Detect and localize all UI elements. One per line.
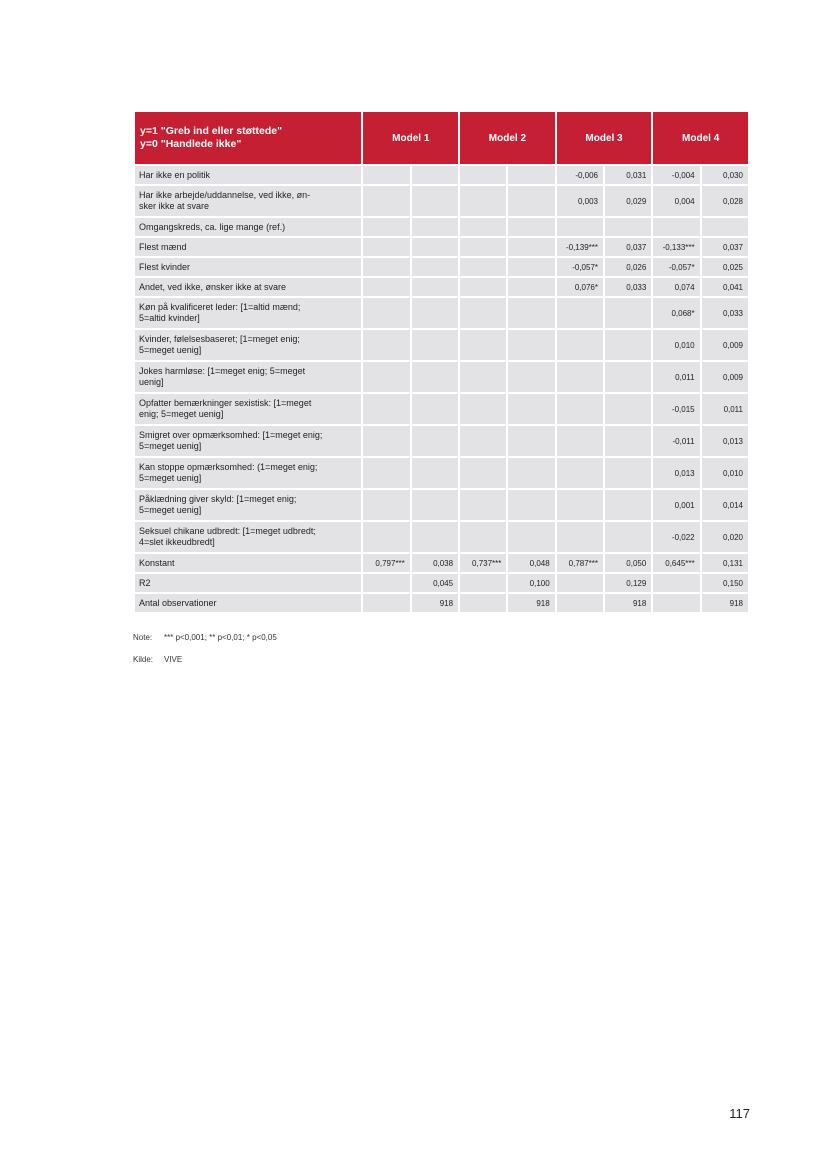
table-cell: 0,150 bbox=[702, 574, 748, 592]
table-cell: 0,033 bbox=[605, 278, 651, 296]
table-cell: 0,028 bbox=[702, 186, 748, 216]
row-label-line: Andet, ved ikke, ønsker ikke at svare bbox=[139, 281, 287, 292]
table-cell bbox=[460, 278, 506, 296]
row-label-line: Opfatter bemærkninger sexistisk: [1=meget bbox=[139, 398, 312, 408]
table-cell bbox=[508, 522, 554, 552]
row-label bbox=[135, 522, 361, 552]
table-cell: 0,074 bbox=[653, 278, 699, 296]
header-label-line2: y=0 "Handlede ikke" bbox=[140, 138, 242, 150]
table-cell: 0,068* bbox=[653, 298, 699, 328]
row-label-line: Omgangskreds, ca. lige mange (ref.) bbox=[139, 221, 286, 232]
table-cell bbox=[363, 330, 409, 360]
row-label bbox=[135, 362, 361, 392]
table-cell: -0,022 bbox=[653, 522, 699, 552]
page-number: 117 bbox=[729, 1106, 750, 1121]
table-cell bbox=[557, 362, 603, 392]
row-label bbox=[135, 186, 361, 216]
table-row bbox=[135, 218, 748, 236]
table-cell: -0,139*** bbox=[557, 238, 603, 256]
table-cell bbox=[508, 330, 554, 360]
table-row bbox=[135, 394, 748, 424]
dependent-variable-label bbox=[135, 112, 361, 164]
table-cell bbox=[412, 522, 458, 552]
table-cell: 0,009 bbox=[702, 362, 748, 392]
row-label-line: 5=altid kvinder] bbox=[139, 313, 200, 323]
table-cell: 918 bbox=[605, 594, 651, 612]
row-label bbox=[135, 490, 361, 520]
row-label bbox=[135, 574, 361, 592]
table-row bbox=[135, 362, 748, 392]
row-label-line: 4=slet ikkeudbredt] bbox=[139, 537, 215, 547]
table-cell: 0,001 bbox=[653, 490, 699, 520]
table-row bbox=[135, 574, 748, 592]
table-cell bbox=[412, 362, 458, 392]
table-cell bbox=[557, 394, 603, 424]
table-cell bbox=[557, 458, 603, 488]
table-cell: 0,041 bbox=[702, 278, 748, 296]
table-row bbox=[135, 278, 748, 296]
row-label-line: Køn på kvalificeret leder: [1=altid mænd; bbox=[139, 302, 301, 312]
table-row bbox=[135, 522, 748, 552]
table-cell bbox=[412, 186, 458, 216]
table-cell bbox=[460, 258, 506, 276]
table-cell bbox=[508, 298, 554, 328]
table-cell bbox=[460, 238, 506, 256]
table-cell bbox=[557, 490, 603, 520]
table-cell bbox=[460, 298, 506, 328]
table-cell bbox=[460, 574, 506, 592]
table-cell bbox=[460, 330, 506, 360]
table-cell: 0,029 bbox=[605, 186, 651, 216]
table-cell bbox=[508, 186, 554, 216]
table-cell bbox=[653, 574, 699, 592]
header-label-line1: y=1 "Greb ind eller støttede" bbox=[140, 125, 283, 137]
table-cell bbox=[508, 258, 554, 276]
table-cell: 0,038 bbox=[412, 554, 458, 572]
table-cell: 0,030 bbox=[702, 166, 748, 184]
row-label-line: sker ikke at svare bbox=[139, 201, 210, 211]
table-cell bbox=[460, 490, 506, 520]
table-cell: 0,026 bbox=[605, 258, 651, 276]
table-cell: 918 bbox=[412, 594, 458, 612]
table-cell: -0,004 bbox=[653, 166, 699, 184]
table-cell bbox=[557, 330, 603, 360]
table-cell bbox=[557, 298, 603, 328]
table-cell bbox=[460, 166, 506, 184]
row-label-line: enig; 5=meget uenig] bbox=[139, 409, 224, 419]
table-row bbox=[135, 166, 748, 184]
model-4-header: Model 4 bbox=[653, 112, 748, 164]
table-row bbox=[135, 258, 748, 276]
table-cell bbox=[605, 218, 651, 236]
table-cell bbox=[605, 298, 651, 328]
row-label-line: 5=meget uenig] bbox=[139, 505, 202, 515]
table-cell bbox=[557, 218, 603, 236]
table-cell: 0,048 bbox=[508, 554, 554, 572]
table-cell bbox=[363, 166, 409, 184]
table-cell: 0,037 bbox=[702, 238, 748, 256]
table-cell bbox=[460, 362, 506, 392]
table-cell bbox=[460, 218, 506, 236]
table-cell bbox=[557, 522, 603, 552]
table-cell bbox=[412, 278, 458, 296]
table-cell bbox=[508, 278, 554, 296]
table-cell: 0,645*** bbox=[653, 554, 699, 572]
table-row bbox=[135, 426, 748, 456]
table-cell bbox=[605, 394, 651, 424]
table-cell bbox=[460, 394, 506, 424]
table-cell bbox=[605, 362, 651, 392]
row-label bbox=[135, 554, 361, 572]
row-label-line: Antal observationer bbox=[139, 597, 217, 608]
table-cell: 0,797*** bbox=[363, 554, 409, 572]
table-cell: 0,033 bbox=[702, 298, 748, 328]
table-cell: -0,015 bbox=[653, 394, 699, 424]
row-label-line: 5=meget uenig] bbox=[139, 345, 202, 355]
table-cell bbox=[412, 394, 458, 424]
table-cell bbox=[460, 458, 506, 488]
table-cell bbox=[363, 426, 409, 456]
note-key: Note: bbox=[133, 633, 153, 642]
table-cell bbox=[557, 426, 603, 456]
table-cell: 0,020 bbox=[702, 522, 748, 552]
table-cell bbox=[363, 218, 409, 236]
table-cell bbox=[363, 394, 409, 424]
row-label bbox=[135, 166, 361, 184]
table-row bbox=[135, 594, 748, 612]
row-label-line: Konstant bbox=[139, 557, 175, 568]
table-cell bbox=[412, 458, 458, 488]
table-cell bbox=[363, 458, 409, 488]
table-cell bbox=[363, 362, 409, 392]
table-cell bbox=[412, 238, 458, 256]
table-cell: 0,010 bbox=[702, 458, 748, 488]
table-cell bbox=[460, 186, 506, 216]
table-cell: 0,013 bbox=[702, 426, 748, 456]
row-label-line: Flest mænd bbox=[139, 241, 187, 252]
table-cell: -0,006 bbox=[557, 166, 603, 184]
table-row bbox=[135, 490, 748, 520]
table-cell bbox=[605, 426, 651, 456]
table-cell bbox=[557, 594, 603, 612]
table-cell bbox=[460, 594, 506, 612]
note-text: *** p<0,001; ** p<0,01; * p<0,05 bbox=[164, 633, 277, 642]
table-cell bbox=[653, 594, 699, 612]
row-label bbox=[135, 238, 361, 256]
table-cell bbox=[363, 278, 409, 296]
row-label-line: 5=meget uenig] bbox=[139, 473, 202, 483]
row-label-line: Påklædning giver skyld: [1=meget enig; bbox=[139, 494, 297, 504]
table-cell bbox=[508, 394, 554, 424]
table-cell: 0,011 bbox=[653, 362, 699, 392]
table-cell: 0,131 bbox=[702, 554, 748, 572]
table-cell bbox=[363, 594, 409, 612]
table-cell bbox=[460, 426, 506, 456]
table-note bbox=[133, 633, 277, 642]
row-label-line: R2 bbox=[139, 577, 151, 588]
table-cell: 0,737*** bbox=[460, 554, 506, 572]
table-cell bbox=[363, 490, 409, 520]
row-label bbox=[135, 258, 361, 276]
table-cell: 0,013 bbox=[653, 458, 699, 488]
table-cell: 0,100 bbox=[508, 574, 554, 592]
table-cell: 918 bbox=[508, 594, 554, 612]
table-cell bbox=[412, 330, 458, 360]
table-cell: -0,133*** bbox=[653, 238, 699, 256]
table-cell bbox=[605, 330, 651, 360]
row-label-line: Har ikke arbejde/uddannelse, ved ikke, øn- bbox=[139, 190, 311, 200]
table-cell: 0,031 bbox=[605, 166, 651, 184]
table-cell bbox=[412, 298, 458, 328]
row-label bbox=[135, 298, 361, 328]
row-label bbox=[135, 458, 361, 488]
row-label bbox=[135, 330, 361, 360]
table-cell bbox=[412, 218, 458, 236]
table-body bbox=[135, 166, 748, 612]
table-cell bbox=[363, 238, 409, 256]
table-cell: 0,787*** bbox=[557, 554, 603, 572]
table-row bbox=[135, 554, 748, 572]
table-cell bbox=[605, 458, 651, 488]
table-cell bbox=[412, 258, 458, 276]
table-source bbox=[133, 655, 182, 664]
row-label bbox=[135, 426, 361, 456]
table-cell: 0,025 bbox=[702, 258, 748, 276]
table-cell bbox=[363, 574, 409, 592]
row-label-line: uenig] bbox=[139, 377, 164, 387]
table-cell: 0,076* bbox=[557, 278, 603, 296]
row-label-line: Smigret over opmærksomhed: [1=meget enig; bbox=[139, 430, 323, 440]
table-cell: 0,003 bbox=[557, 186, 603, 216]
row-label-line: Seksuel chikane udbredt: [1=meget udbredt; bbox=[139, 526, 316, 536]
table-row bbox=[135, 186, 748, 216]
row-label-line: Jokes harmløse: [1=meget enig; 5=meget bbox=[139, 366, 306, 376]
table-cell bbox=[653, 218, 699, 236]
table-cell bbox=[460, 522, 506, 552]
table-cell: 0,010 bbox=[653, 330, 699, 360]
row-label-line: Kan stoppe opmærksomhed: (1=meget enig; bbox=[139, 462, 318, 472]
table-cell bbox=[412, 166, 458, 184]
table-cell: 0,050 bbox=[605, 554, 651, 572]
table-cell: 0,011 bbox=[702, 394, 748, 424]
row-label-line: Har ikke en politik bbox=[139, 169, 211, 180]
row-label bbox=[135, 594, 361, 612]
table-cell bbox=[508, 218, 554, 236]
row-label bbox=[135, 394, 361, 424]
row-label bbox=[135, 278, 361, 296]
table-cell bbox=[508, 458, 554, 488]
row-label-line: 5=meget uenig] bbox=[139, 441, 202, 451]
table-cell bbox=[363, 522, 409, 552]
table-cell bbox=[412, 426, 458, 456]
table-cell bbox=[605, 522, 651, 552]
table-cell: -0,057* bbox=[653, 258, 699, 276]
model-3-header: Model 3 bbox=[557, 112, 652, 164]
table-cell bbox=[702, 218, 748, 236]
table-cell bbox=[508, 362, 554, 392]
table-cell: -0,057* bbox=[557, 258, 603, 276]
table-cell: 0,009 bbox=[702, 330, 748, 360]
table-header bbox=[135, 112, 748, 164]
table-cell: 0,129 bbox=[605, 574, 651, 592]
table-row bbox=[135, 298, 748, 328]
source-text: VIVE bbox=[164, 655, 183, 664]
source-key: Kilde: bbox=[133, 655, 154, 664]
table-row bbox=[135, 330, 748, 360]
table-cell: 0,045 bbox=[412, 574, 458, 592]
row-label bbox=[135, 218, 361, 236]
table-cell bbox=[508, 490, 554, 520]
model-1-header: Model 1 bbox=[363, 112, 458, 164]
table-cell bbox=[363, 298, 409, 328]
table-cell bbox=[557, 574, 603, 592]
table-cell: -0,011 bbox=[653, 426, 699, 456]
table-cell: 0,037 bbox=[605, 238, 651, 256]
model-2-header: Model 2 bbox=[460, 112, 555, 164]
table-cell bbox=[508, 238, 554, 256]
table-row bbox=[135, 238, 748, 256]
table-cell bbox=[605, 490, 651, 520]
row-label-line: Kvinder, følelsesbaseret; [1=meget enig; bbox=[139, 334, 300, 344]
table-cell bbox=[508, 426, 554, 456]
table-cell bbox=[363, 186, 409, 216]
table-cell: 0,004 bbox=[653, 186, 699, 216]
table-cell bbox=[508, 166, 554, 184]
table-cell bbox=[412, 490, 458, 520]
regression-table bbox=[133, 110, 750, 614]
table-cell: 918 bbox=[702, 594, 748, 612]
table-cell: 0,014 bbox=[702, 490, 748, 520]
table-cell bbox=[363, 258, 409, 276]
row-label-line: Flest kvinder bbox=[139, 261, 191, 272]
table-row bbox=[135, 458, 748, 488]
